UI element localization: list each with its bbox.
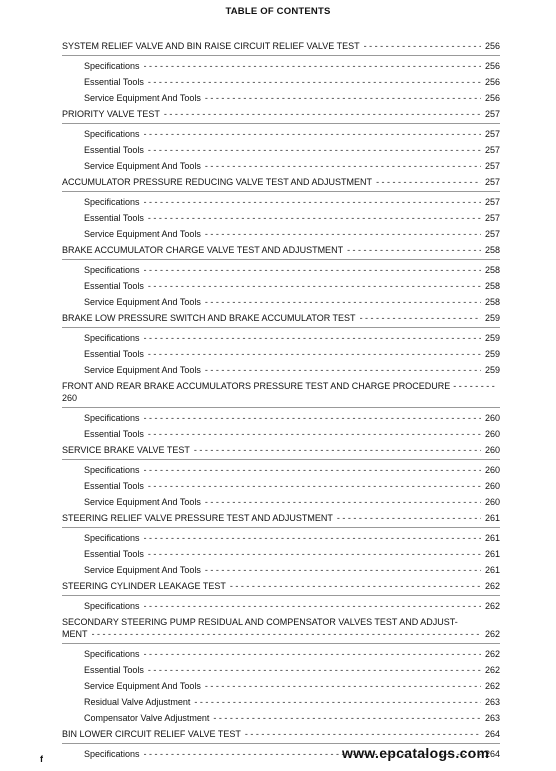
toc-page-number: 257 bbox=[484, 177, 500, 187]
toc-subentry[interactable] bbox=[62, 480, 500, 492]
toc-subentry[interactable] bbox=[62, 160, 500, 172]
toc-entry-title: BRAKE ACCUMULATOR CHARGE VALVE TEST AND ADJUSTMENT bbox=[62, 245, 344, 255]
toc-entry-title: Specifications bbox=[84, 533, 140, 543]
toc-entry-title: Specifications bbox=[84, 413, 140, 423]
leader-dots bbox=[205, 496, 481, 508]
toc-subentry[interactable] bbox=[62, 92, 500, 104]
toc-page-number: 262 bbox=[484, 601, 500, 611]
toc-page-number: 257 bbox=[484, 229, 500, 239]
leader-dots bbox=[245, 728, 481, 740]
toc-section-heading[interactable] bbox=[62, 312, 500, 328]
toc-subentry[interactable] bbox=[62, 196, 500, 208]
toc-section-heading[interactable] bbox=[62, 244, 500, 260]
leader-dots bbox=[144, 648, 481, 660]
toc-page-number: 264 bbox=[484, 749, 500, 759]
toc-page-number: 259 bbox=[484, 349, 500, 359]
toc-subentry[interactable] bbox=[62, 496, 500, 508]
leader-dots bbox=[144, 600, 481, 612]
toc-entry-title: FRONT AND REAR BRAKE ACCUMULATORS PRESSURE TEST AND CHARGE PROCEDURE bbox=[62, 381, 451, 391]
toc-page-number: 260 bbox=[484, 429, 500, 439]
toc-entry-title: Essential Tools bbox=[84, 665, 144, 675]
leader-dots bbox=[148, 548, 481, 560]
toc-entry-title: Essential Tools bbox=[84, 481, 144, 491]
toc-subentry[interactable] bbox=[62, 280, 500, 292]
toc-entry-title: ACCUMULATOR PRESSURE REDUCING VALVE TEST AND ADJUSTMENT bbox=[62, 177, 373, 187]
toc-subentry[interactable] bbox=[62, 144, 500, 156]
toc-page-number: 257 bbox=[484, 129, 500, 139]
toc-page-number: 261 bbox=[484, 549, 500, 559]
toc-page-number: 259 bbox=[484, 365, 500, 375]
leader-dots bbox=[144, 196, 481, 208]
toc-entry-title: STEERING RELIEF VALVE PRESSURE TEST AND ADJUSTMENT bbox=[62, 513, 333, 523]
toc-subentry[interactable] bbox=[62, 712, 500, 724]
leader-dots bbox=[148, 664, 481, 676]
toc-subentry[interactable] bbox=[62, 76, 500, 88]
leader-dots bbox=[194, 444, 481, 456]
toc-page-number: 258 bbox=[484, 245, 500, 255]
toc-entry-title: Service Equipment And Tools bbox=[84, 565, 201, 575]
toc-page-number: 260 bbox=[484, 481, 500, 491]
toc-page-number: 256 bbox=[484, 41, 500, 51]
toc-entry-title: Specifications bbox=[84, 129, 140, 139]
toc-subentry[interactable] bbox=[62, 664, 500, 676]
toc-subentry[interactable] bbox=[62, 696, 500, 708]
toc-section-heading[interactable] bbox=[62, 176, 500, 192]
toc-subentry[interactable] bbox=[62, 600, 500, 612]
toc-entry-title: Essential Tools bbox=[84, 549, 144, 559]
toc-page-number: 256 bbox=[484, 77, 500, 87]
leader-dots bbox=[144, 464, 481, 476]
toc-page-number: 257 bbox=[484, 213, 500, 223]
toc-entry-title: Essential Tools bbox=[84, 429, 144, 439]
toc-entry-title: Specifications bbox=[84, 465, 140, 475]
toc-subentry[interactable] bbox=[62, 296, 500, 308]
toc-subentry[interactable] bbox=[62, 532, 500, 544]
leader-dots bbox=[144, 532, 481, 544]
leader-dots bbox=[144, 60, 481, 72]
toc-section-heading[interactable] bbox=[62, 40, 500, 56]
toc-entry-title: Specifications bbox=[84, 61, 140, 71]
toc-subentry[interactable] bbox=[62, 228, 500, 240]
toc-subentry[interactable] bbox=[62, 128, 500, 140]
toc-entry-title: SERVICE BRAKE VALVE TEST bbox=[62, 445, 190, 455]
toc-list bbox=[62, 40, 500, 760]
toc-entry-title: Specifications bbox=[84, 265, 140, 275]
toc-heading-continuation[interactable] bbox=[62, 628, 500, 644]
toc-page-number: 257 bbox=[484, 109, 500, 119]
toc-subentry[interactable] bbox=[62, 548, 500, 560]
toc-subentry[interactable] bbox=[62, 564, 500, 576]
toc-subentry[interactable] bbox=[62, 680, 500, 692]
toc-section-heading[interactable] bbox=[62, 380, 500, 408]
leader-dots bbox=[144, 264, 481, 276]
toc-page-number: 261 bbox=[484, 533, 500, 543]
leader-dots bbox=[148, 428, 481, 440]
leader-dots bbox=[205, 680, 481, 692]
toc-entry-title: Essential Tools bbox=[84, 281, 144, 291]
leader-dots bbox=[213, 712, 481, 724]
toc-entry-title: Service Equipment And Tools bbox=[84, 497, 201, 507]
leader-dots bbox=[144, 412, 481, 424]
toc-page-number: 260 bbox=[484, 497, 500, 507]
leader-dots bbox=[148, 76, 481, 88]
toc-section-heading[interactable] bbox=[62, 444, 500, 460]
leader-dots bbox=[148, 144, 481, 156]
leader-dots bbox=[144, 128, 481, 140]
toc-subentry[interactable] bbox=[62, 264, 500, 276]
toc-entry-title: Specifications bbox=[84, 333, 140, 343]
leader-dots bbox=[364, 40, 481, 52]
toc-entry-title: Essential Tools bbox=[84, 349, 144, 359]
toc-page-number: 258 bbox=[484, 281, 500, 291]
toc-entry-title: Specifications bbox=[84, 197, 140, 207]
leader-dots bbox=[453, 380, 500, 392]
leader-dots bbox=[148, 212, 481, 224]
toc-page-number: 262 bbox=[484, 665, 500, 675]
toc-page-number: 257 bbox=[484, 145, 500, 155]
toc-entry-title: SECONDARY STEERING PUMP RESIDUAL AND COMPENSATOR VALVES TEST AND ADJUST- bbox=[62, 617, 458, 627]
toc-entry-title: Service Equipment And Tools bbox=[84, 297, 201, 307]
toc-section-heading[interactable] bbox=[62, 580, 500, 596]
toc-page-number: 257 bbox=[484, 197, 500, 207]
toc-subentry[interactable] bbox=[62, 648, 500, 660]
leader-dots bbox=[205, 160, 481, 172]
toc-page-number: 262 bbox=[484, 581, 500, 591]
toc-entry-title: Service Equipment And Tools bbox=[84, 365, 201, 375]
leader-dots bbox=[205, 364, 481, 376]
toc-page-number: 257 bbox=[484, 161, 500, 171]
page-title: TABLE OF CONTENTS bbox=[225, 6, 331, 17]
toc-page-number: 260 bbox=[484, 413, 500, 423]
toc-page-number: 260 bbox=[484, 445, 500, 455]
toc-entry-title: Specifications bbox=[84, 649, 140, 659]
toc-entry-title: Specifications bbox=[84, 601, 140, 611]
toc-page-number: 262 bbox=[484, 681, 500, 691]
toc-page-number: 262 bbox=[484, 629, 500, 639]
toc-entry-title: BIN LOWER CIRCUIT RELIEF VALVE TEST bbox=[62, 729, 241, 739]
toc-entry-title: Service Equipment And Tools bbox=[84, 681, 201, 691]
toc-page-number: 256 bbox=[484, 61, 500, 71]
toc-page-number: 259 bbox=[484, 333, 500, 343]
leader-dots bbox=[205, 92, 481, 104]
leader-dots bbox=[92, 628, 481, 640]
toc-entry-title: Essential Tools bbox=[84, 213, 144, 223]
toc-entry-title: PRIORITY VALVE TEST bbox=[62, 109, 160, 119]
toc-entry-title: Essential Tools bbox=[84, 145, 144, 155]
toc-entry-title: Service Equipment And Tools bbox=[84, 93, 201, 103]
toc-page-number: 263 bbox=[484, 697, 500, 707]
toc-page-number: 258 bbox=[484, 265, 500, 275]
toc-page-number: 259 bbox=[484, 313, 500, 323]
leader-dots bbox=[205, 564, 481, 576]
toc-page-number: 261 bbox=[484, 513, 500, 523]
toc-page-number: 260 bbox=[484, 465, 500, 475]
leader-dots bbox=[164, 108, 481, 120]
toc-page-number: 262 bbox=[484, 649, 500, 659]
toc-entry-title: Essential Tools bbox=[84, 77, 144, 87]
leader-dots bbox=[144, 332, 481, 344]
leader-dots bbox=[148, 280, 481, 292]
leader-dots bbox=[148, 348, 481, 360]
watermark: www.epcatalogs.com bbox=[342, 745, 490, 761]
toc-subentry[interactable] bbox=[62, 212, 500, 224]
toc-page-number: 258 bbox=[484, 297, 500, 307]
toc-entry-title: STEERING CYLINDER LEAKAGE TEST bbox=[62, 581, 226, 591]
footer-letter: f bbox=[40, 754, 43, 764]
toc-page-number: 263 bbox=[484, 713, 500, 723]
leader-dots bbox=[347, 244, 481, 256]
toc-subentry[interactable] bbox=[62, 428, 500, 440]
toc-page-number: 261 bbox=[484, 565, 500, 575]
toc-subentry[interactable] bbox=[62, 364, 500, 376]
toc-subentry[interactable] bbox=[62, 332, 500, 344]
leader-dots bbox=[376, 176, 481, 188]
toc-subentry[interactable] bbox=[62, 412, 500, 424]
leader-dots bbox=[337, 512, 481, 524]
toc-section-heading[interactable] bbox=[62, 616, 500, 628]
toc-section-heading[interactable] bbox=[62, 512, 500, 528]
toc-section-heading[interactable] bbox=[62, 108, 500, 124]
toc-entry-title: Service Equipment And Tools bbox=[84, 229, 201, 239]
leader-dots bbox=[205, 228, 481, 240]
toc-entry-title: BRAKE LOW PRESSURE SWITCH AND BRAKE ACCUMULATOR TEST bbox=[62, 313, 356, 323]
toc-entry-title: Residual Valve Adjustment bbox=[84, 697, 191, 707]
toc-entry-title: Service Equipment And Tools bbox=[84, 161, 201, 171]
toc-page-number: 260 bbox=[62, 393, 78, 403]
leader-dots bbox=[230, 580, 481, 592]
toc-heading-line bbox=[62, 380, 500, 392]
toc-page-number: 256 bbox=[484, 93, 500, 103]
toc-subentry[interactable] bbox=[62, 348, 500, 360]
toc-subentry[interactable] bbox=[62, 60, 500, 72]
toc-section-heading[interactable] bbox=[62, 728, 500, 744]
toc-entry-title: Compensator Valve Adjustment bbox=[84, 713, 210, 723]
toc-subentry[interactable] bbox=[62, 464, 500, 476]
toc-page-number: 264 bbox=[484, 729, 500, 739]
leader-dots bbox=[148, 480, 481, 492]
toc-entry-title: SYSTEM RELIEF VALVE AND BIN RAISE CIRCUIT RELIEF VALVE TEST bbox=[62, 41, 360, 51]
leader-dots bbox=[205, 296, 481, 308]
leader-dots bbox=[360, 312, 481, 324]
toc-entry-title: MENT bbox=[62, 629, 88, 639]
leader-dots bbox=[194, 696, 481, 708]
toc-entry-title: Specifications bbox=[84, 749, 140, 759]
